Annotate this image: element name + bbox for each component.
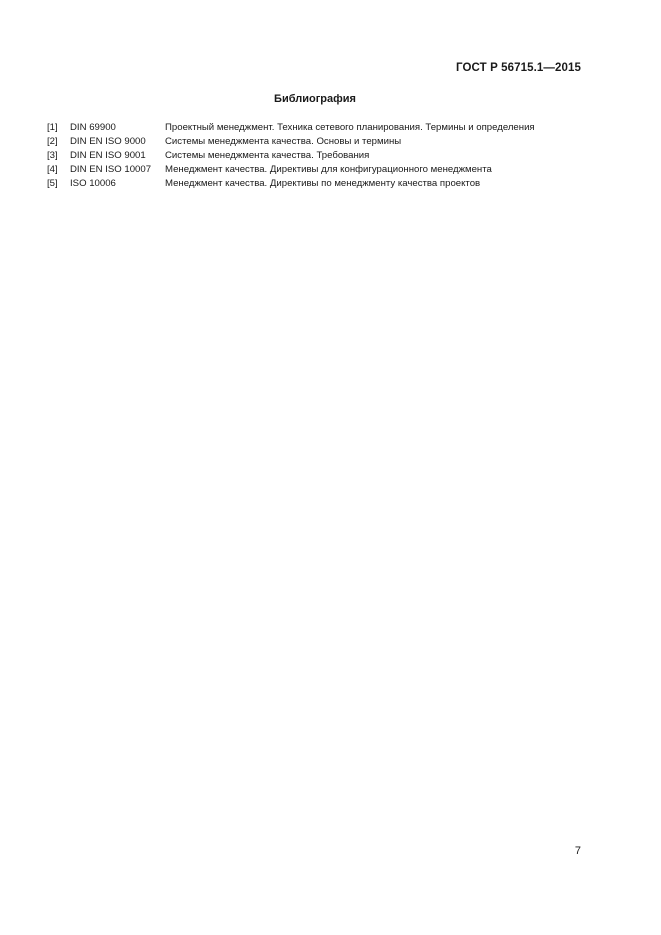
bibliography-list [47,121,607,191]
entry-number: [2] [47,136,58,147]
entry-number: [1] [47,122,58,133]
bibliography-entry [47,121,607,135]
entry-number: [5] [47,178,58,189]
entry-title: Менеджмент качества. Директивы для конфигурационного менеджмента [165,164,492,175]
page-number: 7 [574,845,581,857]
entry-title: Проектный менеджмент. Техника сетевого планирования. Термины и определения [165,122,535,133]
section-title: Библиография [274,93,356,105]
bibliography-entry [47,177,607,191]
entry-code: DIN EN ISO 9000 [70,136,146,147]
entry-number: [3] [47,150,58,161]
entry-title: Менеджмент качества. Директивы по менеджменту качества проектов [165,178,481,189]
entry-code: DIN EN ISO 9001 [70,150,146,161]
bibliography-entry [47,135,607,149]
entry-code: DIN EN ISO 10007 [70,164,152,175]
entry-code: DIN 69900 [70,122,116,133]
entry-title: Системы менеджмента качества. Основы и термины [165,136,402,147]
entry-code: ISO 10006 [70,178,116,189]
document-code: ГОСТ Р 56715.1—2015 [456,62,581,74]
entry-number: [4] [47,164,58,175]
bibliography-entry [47,149,607,163]
entry-title: Системы менеджмента качества. Требования [165,150,370,161]
bibliography-entry [47,163,607,177]
